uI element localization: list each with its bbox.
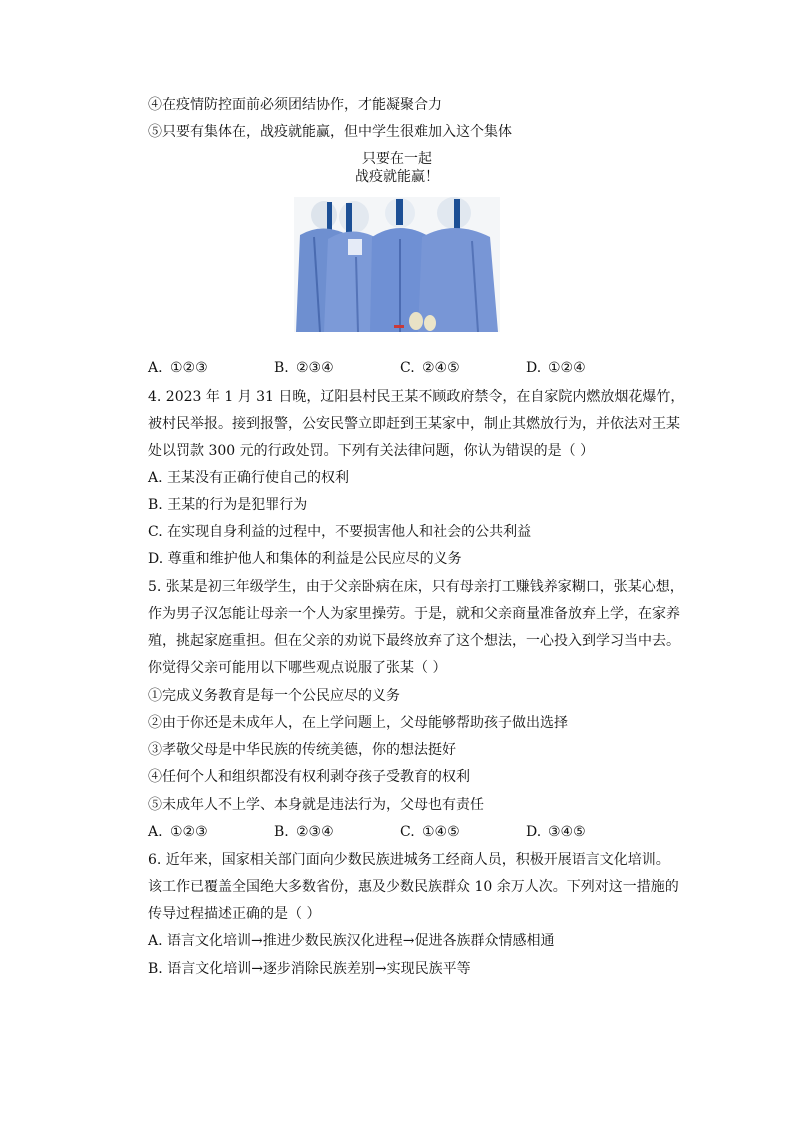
q4-option-c: C. 在实现自身利益的过程中，不要损害他人和社会的公共利益 xyxy=(148,524,532,540)
q4-stem-line-3: 处以罚款 300 元的行政处罚。下列有关法律问题，你认为错误的是（ ） xyxy=(148,443,595,459)
q3-options xyxy=(148,358,668,378)
poster-figure xyxy=(294,148,500,332)
medical-workers-illustration xyxy=(294,197,500,332)
q5-option-c: C. ①④⑤ xyxy=(400,824,460,840)
q6-stem-line-3: 传导过程描述正确的是（ ） xyxy=(148,906,321,922)
q6-option-b: B. 语言文化培训→逐步消除民族差别→实现民族平等 xyxy=(148,961,471,977)
q4-stem-line-2: 被村民举报。接到报警，公安民警立即赶到王某家中，制止其燃放行为，并依法对王某 xyxy=(148,416,680,432)
q3-option-d: D. ①②④ xyxy=(526,360,586,376)
q3-option-a: A. ①②③ xyxy=(148,360,208,376)
q5-statement-1: ①完成义务教育是每一个公民应尽的义务 xyxy=(148,688,400,704)
q5-statement-4: ④任何个人和组织都没有权利剥夺孩子受教育的权利 xyxy=(148,769,470,785)
glove-shape xyxy=(409,312,423,330)
q5-stem-line-2: 作为男子汉怎能让母亲一个人为家里操劳。于是，就和父亲商量准备放弃上学，在家养 xyxy=(148,606,680,622)
q3-option-b: B. ②③④ xyxy=(274,360,334,376)
q5-stem-line-4: 你觉得父亲可能用以下哪些观点说服了张某（ ） xyxy=(148,660,447,676)
medical-workers-photo xyxy=(294,197,500,332)
q5-statement-5: ⑤未成年人不上学、本身就是违法行为，父母也有责任 xyxy=(148,797,484,813)
q4-stem-line-1: 4. 2023 年 1 月 31 日晚，辽阳县村民王某不顾政府禁令，在自家院内燃放烟花爆竹， xyxy=(148,389,685,405)
q4-option-d: D. 尊重和维护他人和集体的利益是公民应尽的义务 xyxy=(148,551,462,567)
red-mark xyxy=(394,325,404,328)
q5-statement-3: ③孝敬父母是中华民族的传统美德，你的想法挺好 xyxy=(148,742,456,758)
q4-option-a: A. 王某没有正确行使自己的权利 xyxy=(148,470,350,486)
q5-stem-line-3: 殖，挑起家庭重担。但在父亲的劝说下最终放弃了这个想法，一心投入到学习当中去。 xyxy=(148,633,680,649)
q6-option-a: A. 语言文化培训→推进少数民族汉化进程→促进各族群众情感相通 xyxy=(148,933,555,949)
q3-statement-4: ④在疫情防控面前必须团结协作，才能凝聚合力 xyxy=(148,97,442,113)
q5-option-b: B. ②③④ xyxy=(274,824,334,840)
q5-statement-2: ②由于你还是未成年人，在上学问题上，父母能够帮助孩子做出选择 xyxy=(148,715,568,731)
q4-option-b: B. 王某的行为是犯罪行为 xyxy=(148,497,308,513)
poster-caption-line-2: 战疫就能赢！ xyxy=(355,169,439,185)
q3-option-c: C. ②④⑤ xyxy=(400,360,460,376)
q5-option-d: D. ③④⑤ xyxy=(526,824,586,840)
q6-stem-line-1: 6. 近年来，国家相关部门面向少数民族进城务工经商人员，积极开展语言文化培训。 xyxy=(148,852,670,868)
glove-shape xyxy=(424,315,436,331)
q3-statement-5: ⑤只要有集体在，战疫就能赢，但中学生很难加入这个集体 xyxy=(148,124,512,140)
q5-options xyxy=(148,822,668,842)
q5-option-a: A. ①②③ xyxy=(148,824,208,840)
q6-stem-line-2: 该工作已覆盖全国绝大多数省份，惠及少数民族群众 10 余万人次。下列对这一措施的 xyxy=(148,879,679,895)
q5-stem-line-1: 5. 张某是初三年级学生，由于父亲卧病在床，只有母亲打工赚钱养家糊口，张某心想， xyxy=(148,579,684,595)
poster-caption-line-1: 只要在一起 xyxy=(362,151,432,167)
